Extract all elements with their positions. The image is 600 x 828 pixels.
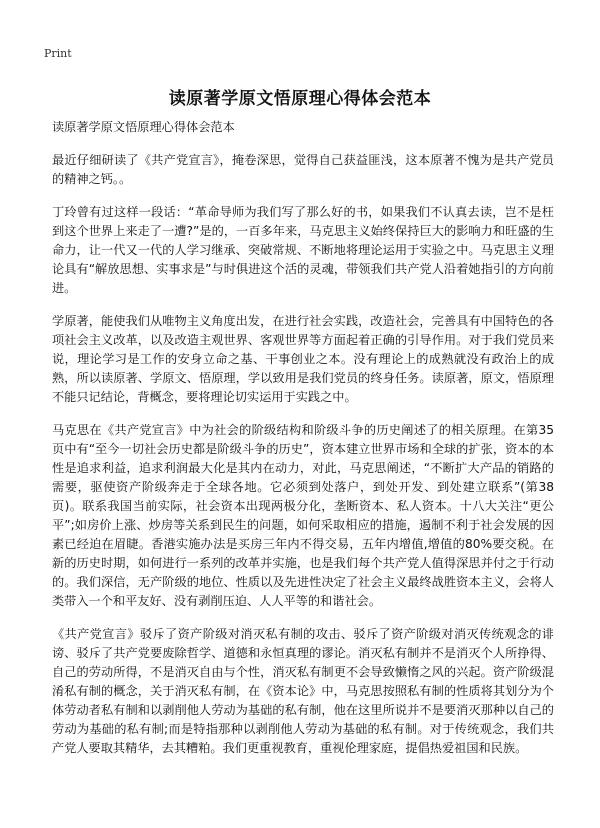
print-link[interactable]: Print (44, 47, 72, 60)
article-subtitle: 读原著学原文悟原理心得体会范本 (52, 120, 235, 134)
paragraph-class-struggle: 马克思在《共产党宣言》中为社会的阶级结构和阶级斗争的历史阐述了的相关原理。在第35页中有“至今一切社会历史都是阶级斗争的历史”，资本建立世界市场和全球的扩张，资本的本性是追求利益，追求利润最大化是其内在动力，对此，马克思阐述，“不断扩大产品的销路的需要，驱使资产阶级奔走于全球各地。它必须到处落户，到处开发、到处建立联系”(第38页)。联系我国当前实际，社会资本出现两极分化，垄断资本、私人资本。十八大关注“更公平”;如房价上涨、炒房等关系到民生的问题，如何采取相应的措施，遏制不利于社会发展的因素已经迫在眉睫。香港实施办法是买房三年内不得交易，五年内增值,增值的80%要交税。在新的历史时期，如何进行一系列的改革并实施，也是我们每个共产党人值得深思并付之于行动的。我们深信，无产阶级的地位、性质以及先进性决定了社会主义最终战胜资本主义，会将人类带入一个和平友好、没有剥削压迫、人人平等的和谐社会。 (52, 423, 554, 608)
paragraph-dingling-quote: 丁玲曾有过这样一段话：“革命导师为我们写了那么好的书，如果我们不认真去读，岂不是枉到这个世界上来走了一遭?”是的，一百多年来，马克思主义始终保持巨大的影响力和旺盛的生命力，让一代又一代的人学习继承、突破常规、不断地将理论运用于实验之中。马克思主义理论具有“解放思想、实事求是”与时俱进这个活的灵魂，带领我们共产党人沿着她指引的方向前进。 (52, 205, 554, 295)
article-body (52, 118, 554, 772)
paragraph-study-originals: 学原著，能使我们从唯物主义角度出发，在进行社会实践，改造社会，完善具有中国特色的各项社会主义改革，以及改造主观世界、客观世界等方面起着正确的引导作用。对于我们党员来说，理论学习是工作的安身立命之基、干事创业之本。没有理论上的成熟就没有政治上的成熟，所以读原著、学原文、悟原理，学以致用是我们党员的终身任务。读原著，原文，悟原理不能只记结论，背概念，要将理论切实运用于实践之中。 (52, 314, 554, 404)
paragraph-intro: 最近仔细研读了《共产党宣言》，掩卷深思，觉得自己获益匪浅，这本原著不愧为是共产党员的精神之钙。。 (52, 153, 554, 186)
paragraph-private-ownership: 《共产党宣言》驳斥了资产阶级对消灭私有制的攻击、驳斥了资产阶级对消灭传统观念的诽谤、驳斥了共产党要废除哲学、道德和永恒真理的谬论。消灭私有制并不是消灭个人所挣得、自己的劳动所得，不是消灭自由与个性，消灭私有制更不会导致懒惰之风的兴起。资产阶级混淆私有制的概念，关于消灭私有制，在《资本论》中，马克思按照私有制的性质将其划分为个体劳动者私有制和以剥削他人劳动为基础的私有制，他在这里所说并不是要消灭那种以自己的劳动为基础的私有制;而是特指那种以剥削他人劳动为基础的私有制。对于传统观念，我们共产党人要取其精华，去其糟粕。我们更重视教育，重视伦理家庭，提倡热爱祖国和民族。 (52, 627, 554, 755)
document-title: 读原著学原文悟原理心得体会范本 (168, 89, 432, 109)
